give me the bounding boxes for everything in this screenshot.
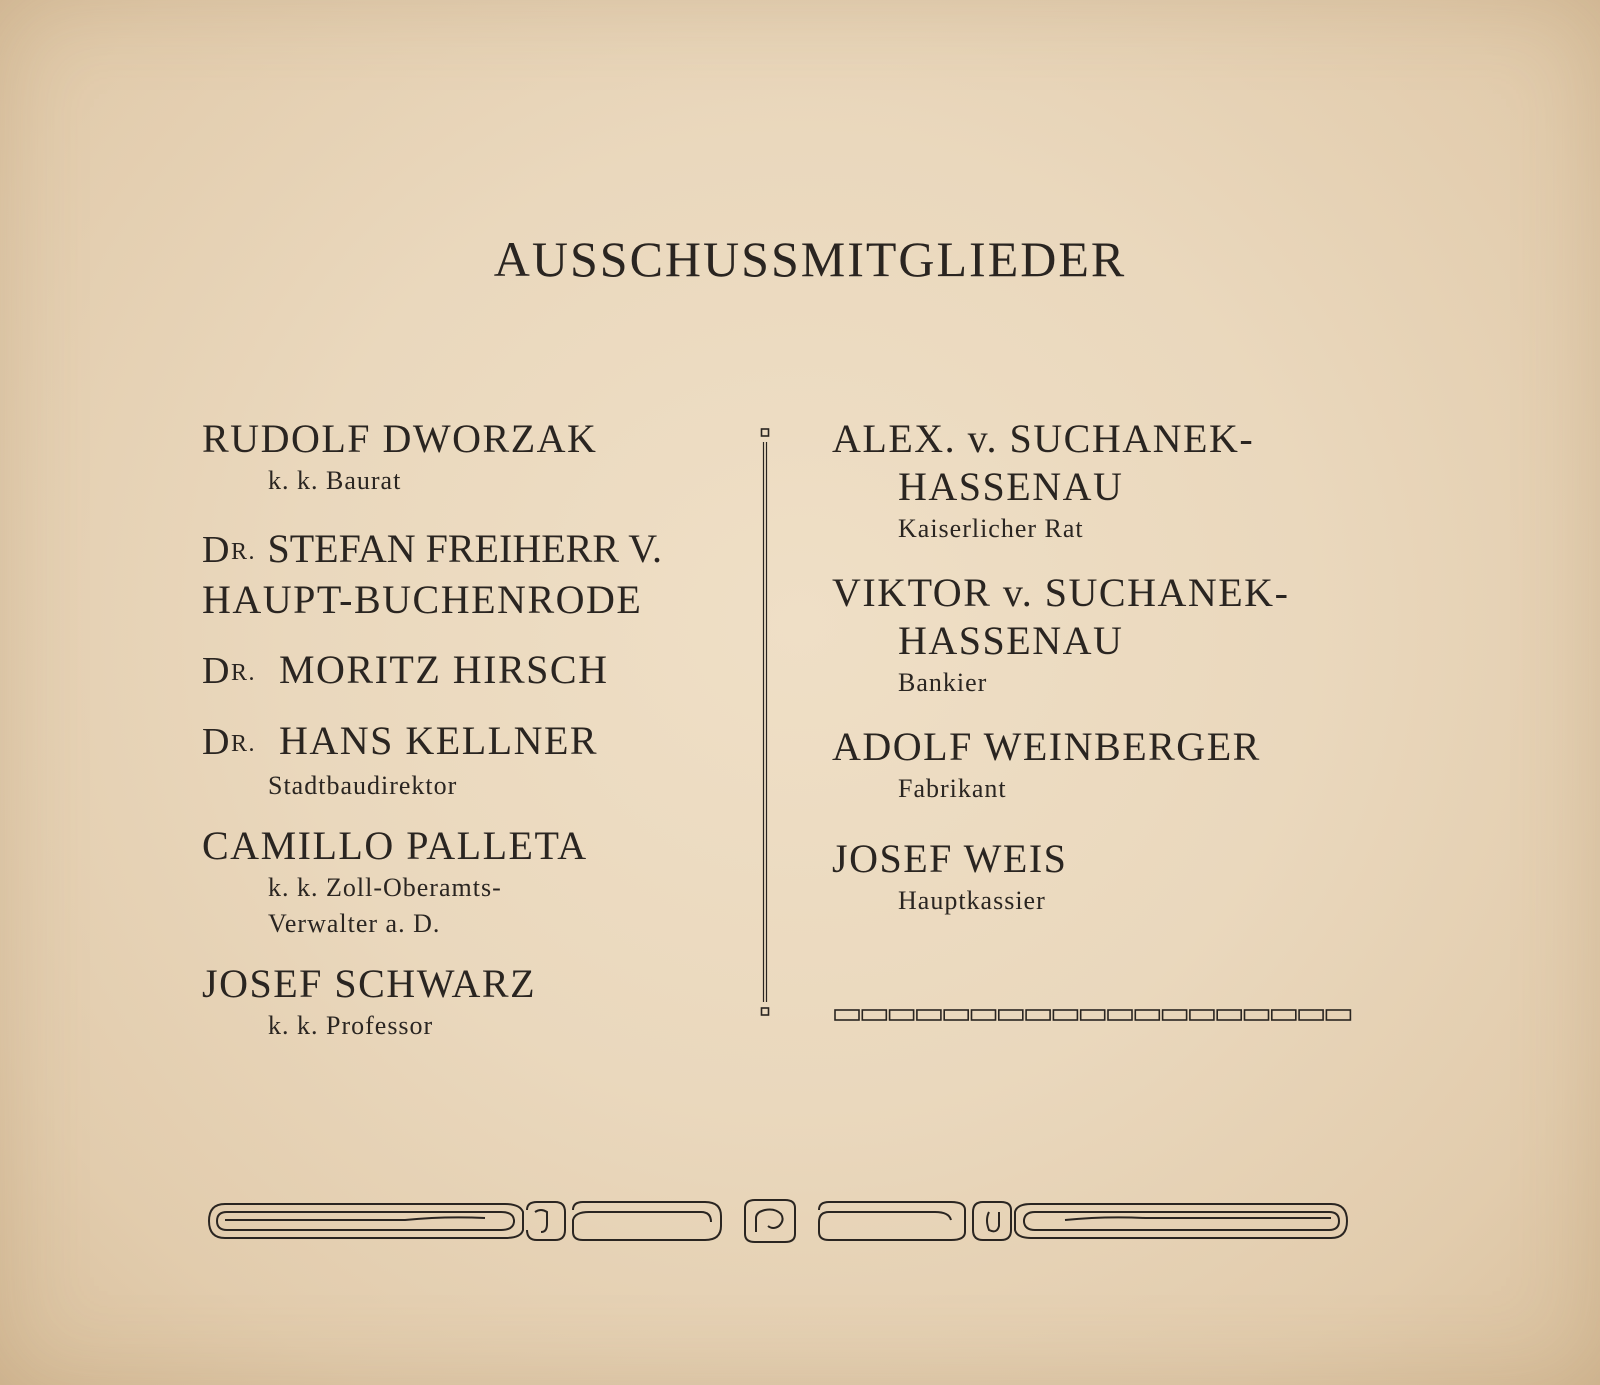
member-entry (202, 415, 742, 499)
member-name: ADOLF WEINBERGER (832, 724, 1261, 769)
member-role: k. k. Zoll-Oberamts- (268, 873, 502, 902)
member-entry (202, 822, 742, 942)
chain-link (944, 1010, 968, 1020)
left-member-list (202, 415, 742, 1044)
chain-link (1326, 1010, 1350, 1020)
chain-link (1053, 1010, 1077, 1020)
chain-link (1026, 1010, 1050, 1020)
member-role: Bankier (898, 668, 988, 697)
member-role: Hauptkassier (898, 886, 1046, 915)
member-name: VIKTOR v. SUCHANEK- (832, 570, 1290, 615)
chain-ornament (834, 1008, 1354, 1022)
member-name: CAMILLO PALLETA (202, 823, 588, 868)
member-role: Stadtbaudirektor (268, 771, 458, 800)
member-name: ALEX. v. SUCHANEK- (832, 416, 1255, 461)
member-name: DR. MORITZ HIRSCH (202, 647, 609, 692)
member-name: JOSEF WEIS (832, 836, 1068, 881)
member-role: k. k. Professor (268, 1011, 434, 1040)
member-entry (832, 835, 1392, 919)
member-role: Kaiserlicher Rat (898, 514, 1084, 543)
member-name-continued: HASSENAU (898, 618, 1124, 663)
member-name: $D^{R.}$ STEFAN FREIHERR V. (202, 526, 662, 571)
chain-link (1190, 1010, 1214, 1020)
member-role-continued: Verwalter a. D. (268, 909, 441, 938)
member-role: Fabrikant (898, 774, 1007, 803)
right-member-list (832, 415, 1392, 919)
chain-link (972, 1010, 996, 1020)
chain-link (1135, 1010, 1159, 1020)
title-prefix: DR. (202, 650, 256, 692)
chain-link (917, 1010, 941, 1020)
member-name-continued: HAUPT-BUCHENRODE (202, 577, 643, 622)
member-name-continued: HASSENAU (898, 464, 1124, 509)
column-divider (760, 428, 770, 1018)
decorative-border-ornament (205, 1190, 1353, 1250)
member-entry (202, 646, 742, 697)
chain-link (1245, 1010, 1269, 1020)
member-name: DR. HANS KELLNER (202, 718, 599, 763)
member-entry (832, 569, 1392, 701)
chain-link (862, 1010, 886, 1020)
chain-link (835, 1010, 859, 1020)
member-entry (202, 960, 742, 1044)
chain-link (1081, 1010, 1105, 1020)
member-name: JOSEF SCHWARZ (202, 961, 537, 1006)
member-entry (202, 525, 742, 624)
chain-link (890, 1010, 914, 1020)
chain-link (1108, 1010, 1132, 1020)
member-entry (832, 723, 1392, 807)
member-name: RUDOLF DWORZAK (202, 416, 598, 461)
chain-link (1299, 1010, 1323, 1020)
chain-link (1272, 1010, 1296, 1020)
member-entry (832, 415, 1392, 547)
member-role: k. k. Baurat (268, 466, 402, 495)
title-prefix: DR. (202, 721, 256, 763)
member-entry (202, 717, 742, 804)
chain-link (999, 1010, 1023, 1020)
chain-link (1217, 1010, 1241, 1020)
chain-link (1163, 1010, 1187, 1020)
page-title: AUSSCHUSSMITGLIEDER (493, 231, 1127, 287)
title-prefix: $D^{R.}$ (202, 529, 256, 571)
